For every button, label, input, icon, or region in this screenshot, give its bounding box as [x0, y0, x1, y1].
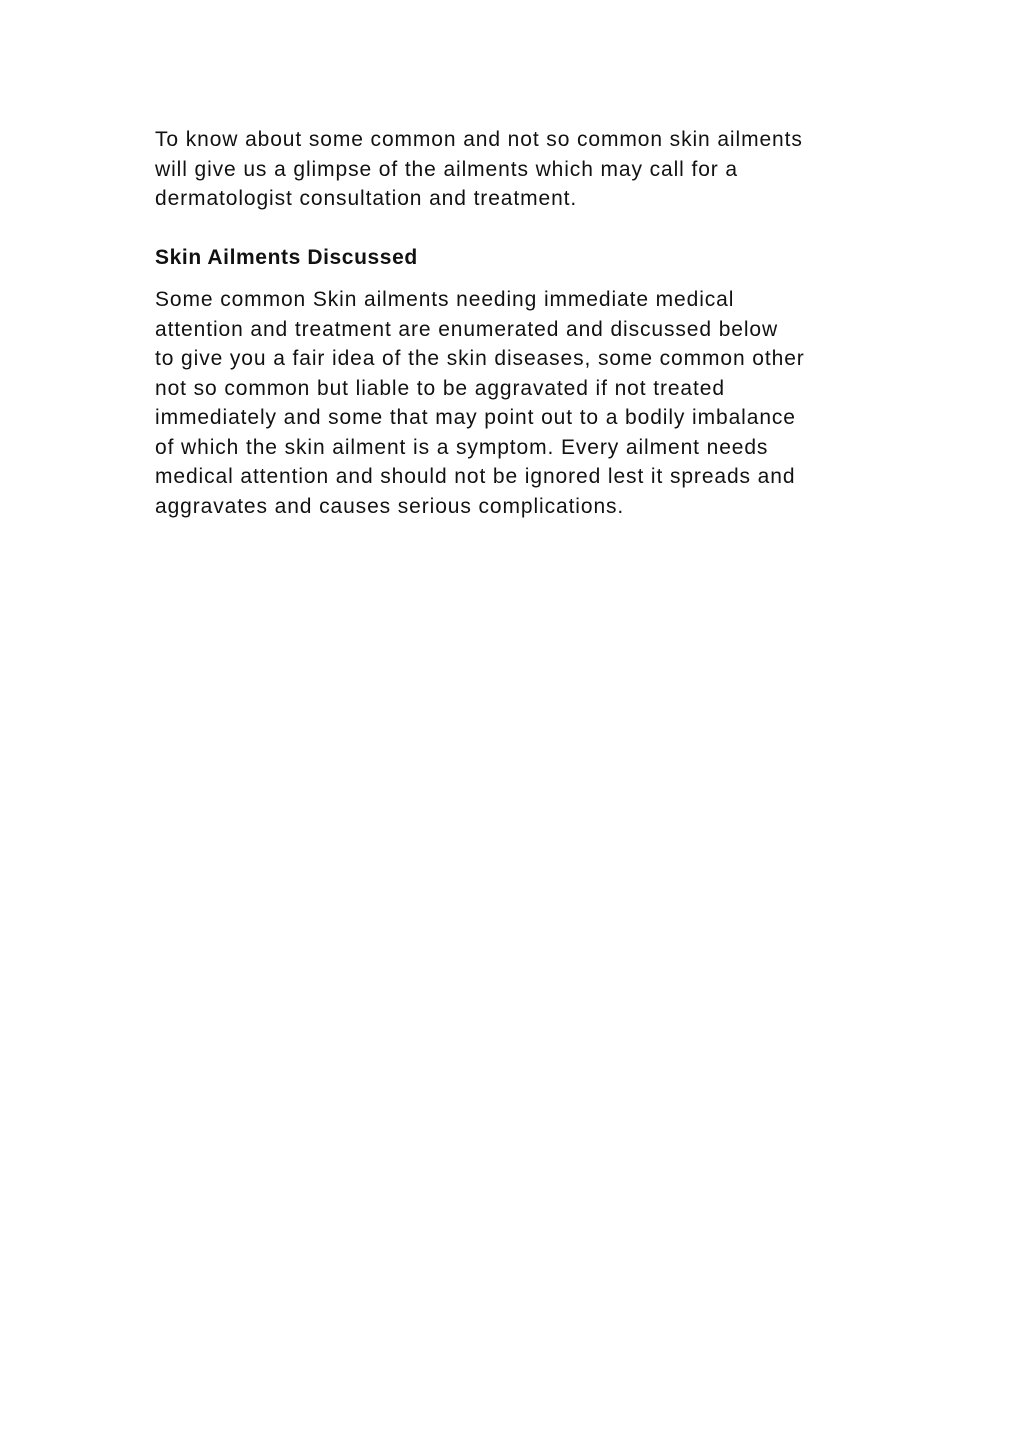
section-body-paragraph: Some common Skin ailments needing immediate medical attention and treatment are enumerated and discussed below to give you a fair idea of the skin diseases, some common other not so common but liable to be aggravated if not treated immediately and some that may point out to a bodily imbalance of which the skin ailment is a symptom. Every ailment needs medical attention and should not be ignored lest it spreads and aggravates and causes serious complications. [155, 288, 805, 518]
section-heading: Skin Ailments Discussed [155, 245, 418, 269]
page-content [155, 125, 870, 521]
intro-paragraph: To know about some common and not so common skin ailments will give us a glimpse of the ailments which may call for a dermatologist consultation and treatment. [155, 128, 803, 210]
